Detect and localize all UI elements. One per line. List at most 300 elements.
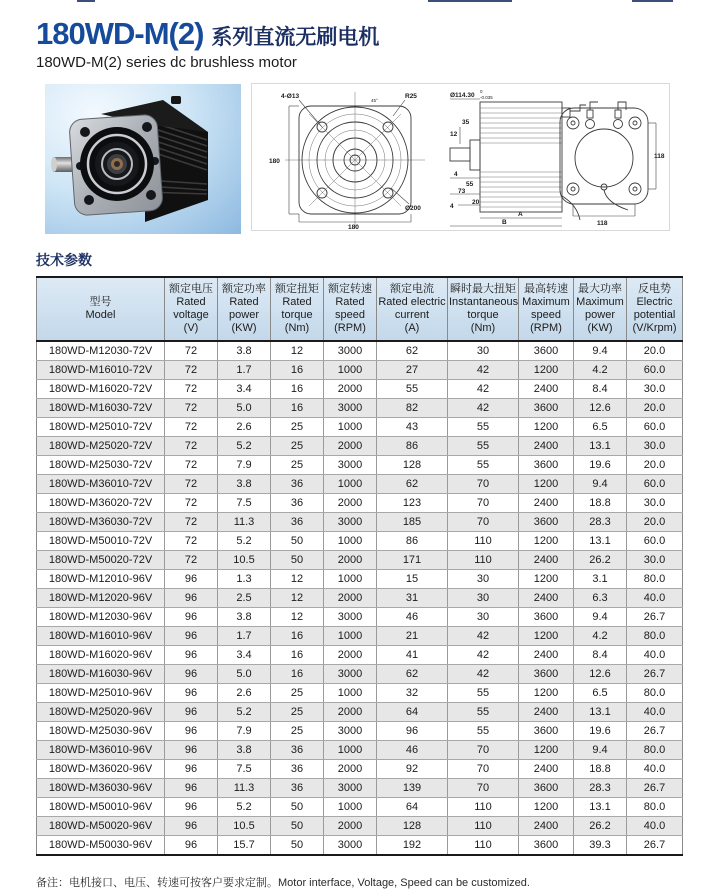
column-header-cn: 瞬时最大扭矩 [450,283,516,295]
table-row [37,532,683,551]
column-header-en: Rated speed [335,296,365,321]
table-row [37,836,683,856]
value-cell: 28.3 [574,779,627,798]
value-cell: 40.0 [627,760,683,779]
value-cell: 50 [271,836,324,856]
table-row [37,722,683,741]
value-cell: 36 [271,779,324,798]
value-cell: 3000 [324,608,377,627]
column-header-en: Maximum speed [522,296,570,321]
value-cell: 55 [448,703,519,722]
side-view-drawing [450,89,586,226]
value-cell: 5.2 [218,532,271,551]
value-cell: 80.0 [627,684,683,703]
value-cell: 1200 [519,798,574,817]
table-row [37,779,683,798]
value-cell: 1000 [324,475,377,494]
page-title-model: 180WD-M(2) [36,16,204,51]
model-cell: 180WD-M16030-96V [37,665,165,684]
column-header-cn: 最高转速 [524,283,568,295]
column-header-cn: 额定功率 [222,283,266,295]
value-cell: 3.4 [218,646,271,665]
value-cell: 72 [165,437,218,456]
value-cell: 46 [377,741,448,760]
value-cell: 42 [448,627,519,646]
value-cell: 96 [165,798,218,817]
value-cell: 3.4 [218,380,271,399]
value-cell: 40.0 [627,589,683,608]
rear-height-label: 118 [654,153,665,160]
table-row [37,494,683,513]
value-cell: 16 [271,361,324,380]
value-cell: 62 [377,665,448,684]
value-cell: 110 [448,817,519,836]
value-cell: 3.8 [218,475,271,494]
value-cell: 82 [377,399,448,418]
value-cell: 2400 [519,589,574,608]
dimension-drawings [252,84,669,230]
column-header-en: Rated voltage [173,296,209,321]
value-cell: 26.7 [627,665,683,684]
column-header-cn: 反电势 [638,283,671,295]
value-cell: 64 [377,798,448,817]
value-cell: 30 [448,341,519,361]
value-cell: 3000 [324,722,377,741]
value-cell: 1200 [519,741,574,760]
table-row [37,665,683,684]
value-cell: 128 [377,456,448,475]
value-cell: 3000 [324,665,377,684]
value-cell: 70 [448,760,519,779]
value-cell: 1.3 [218,570,271,589]
value-cell: 72 [165,399,218,418]
model-cell: 180WD-M50020-72V [37,551,165,570]
table-row [37,760,683,779]
side-d73-label: 73 [458,188,466,195]
value-cell: 96 [377,722,448,741]
side-d12-label: 12 [450,131,458,138]
value-cell: 2000 [324,817,377,836]
value-cell: 3000 [324,836,377,856]
rear-width-label: 118 [597,220,608,227]
value-cell: 7.5 [218,494,271,513]
model-cell: 180WD-M36030-96V [37,779,165,798]
value-cell: 3000 [324,399,377,418]
value-cell: 72 [165,361,218,380]
value-cell: 26.7 [627,779,683,798]
page-crop-artifact [428,0,512,2]
value-cell: 2000 [324,494,377,513]
value-cell: 123 [377,494,448,513]
value-cell: 10.5 [218,817,271,836]
value-cell: 13.1 [574,703,627,722]
model-cell: 180WD-M50020-96V [37,817,165,836]
value-cell: 72 [165,341,218,361]
value-cell: 7.9 [218,456,271,475]
column-header [324,277,377,341]
value-cell: 2000 [324,551,377,570]
value-cell: 11.3 [218,779,271,798]
value-cell: 2400 [519,437,574,456]
value-cell: 3000 [324,341,377,361]
column-header-unit: (V) [183,322,199,334]
spec-table [36,276,683,856]
value-cell: 96 [165,627,218,646]
value-cell: 42 [448,380,519,399]
value-cell: 5.2 [218,798,271,817]
value-cell: 3000 [324,779,377,798]
column-header-unit: (Nm) [470,322,496,334]
value-cell: 41 [377,646,448,665]
value-cell: 16 [271,399,324,418]
value-cell: 3600 [519,341,574,361]
value-cell: 9.4 [574,741,627,760]
value-cell: 2400 [519,551,574,570]
value-cell: 72 [165,456,218,475]
value-cell: 55 [448,418,519,437]
value-cell: 3600 [519,513,574,532]
value-cell: 2000 [324,646,377,665]
value-cell: 40.0 [627,646,683,665]
column-header-en: Instantaneous torque [449,296,519,321]
table-row [37,608,683,627]
value-cell: 1200 [519,361,574,380]
value-cell: 25 [271,456,324,475]
value-cell: 16 [271,665,324,684]
front-height-label: 180 [269,158,280,165]
value-cell: 72 [165,475,218,494]
column-header-en: Rated electric current [378,296,446,321]
value-cell: 7.9 [218,722,271,741]
value-cell: 9.4 [574,608,627,627]
value-cell: 55 [448,684,519,703]
value-cell: 3600 [519,836,574,856]
table-row [37,418,683,437]
table-row [37,703,683,722]
table-row [37,798,683,817]
side-d55-label: 55 [466,181,474,188]
model-cell: 180WD-M16020-72V [37,380,165,399]
value-cell: 2400 [519,703,574,722]
column-header [627,277,683,341]
model-cell: 180WD-M16030-72V [37,399,165,418]
value-cell: 1200 [519,684,574,703]
value-cell: 20.0 [627,341,683,361]
value-cell: 2000 [324,589,377,608]
model-cell: 180WD-M25010-72V [37,418,165,437]
column-header-unit: (Nm) [284,322,310,334]
value-cell: 30 [448,608,519,627]
value-cell: 96 [165,836,218,856]
value-cell: 20.0 [627,456,683,475]
value-cell: 12.6 [574,665,627,684]
column-header [377,277,448,341]
value-cell: 110 [448,798,519,817]
motor-photo [45,84,241,234]
value-cell: 11.3 [218,513,271,532]
front-bolt-label: 4-Ø13 [281,93,300,100]
value-cell: 2400 [519,817,574,836]
value-cell: 60.0 [627,532,683,551]
value-cell: 5.2 [218,437,271,456]
value-cell: 3600 [519,779,574,798]
value-cell: 192 [377,836,448,856]
value-cell: 2400 [519,646,574,665]
value-cell: 12.6 [574,399,627,418]
value-cell: 2000 [324,703,377,722]
value-cell: 96 [165,760,218,779]
value-cell: 110 [448,532,519,551]
value-cell: 3600 [519,722,574,741]
value-cell: 25 [271,418,324,437]
motor-illustration [45,84,241,234]
side-tol-lo-label: -0.035 [480,95,493,100]
value-cell: 70 [448,475,519,494]
value-cell: 5.2 [218,703,271,722]
value-cell: 50 [271,817,324,836]
value-cell: 3000 [324,513,377,532]
column-header-cn: 额定电压 [169,283,213,295]
value-cell: 60.0 [627,361,683,380]
value-cell: 1000 [324,627,377,646]
dimension-drawings-panel [251,83,670,231]
value-cell: 6.5 [574,418,627,437]
column-header-en: Model [85,309,116,321]
value-cell: 2000 [324,437,377,456]
value-cell: 62 [377,475,448,494]
value-cell: 80.0 [627,741,683,760]
value-cell: 30.0 [627,551,683,570]
model-cell: 180WD-M36010-72V [37,475,165,494]
value-cell: 12 [271,608,324,627]
column-header-en: Rated power [229,296,259,321]
value-cell: 1200 [519,532,574,551]
column-header [37,277,165,341]
column-header [271,277,324,341]
spec-table-body [37,341,683,855]
model-cell: 180WD-M16010-96V [37,627,165,646]
value-cell: 25 [271,703,324,722]
value-cell: 20.0 [627,513,683,532]
value-cell: 1000 [324,361,377,380]
model-cell: 180WD-M36010-96V [37,741,165,760]
model-cell: 180WD-M36020-72V [37,494,165,513]
value-cell: 1200 [519,418,574,437]
column-header-unit: (RPM) [530,322,562,334]
value-cell: 42 [448,665,519,684]
value-cell: 3600 [519,456,574,475]
value-cell: 7.5 [218,760,271,779]
table-row [37,741,683,760]
side-dimB-label: B [502,219,507,226]
value-cell: 1200 [519,475,574,494]
side-d4b-label: 4 [450,203,454,210]
column-header-unit: (V/Krpm) [632,322,677,334]
value-cell: 39.3 [574,836,627,856]
value-cell: 72 [165,380,218,399]
value-cell: 26.7 [627,836,683,856]
value-cell: 2.6 [218,418,271,437]
column-header-unit: (A) [404,322,420,334]
value-cell: 25 [271,722,324,741]
value-cell: 30.0 [627,437,683,456]
footnote: 备注：电机接口、电压、转速可按客户要求定制。Motor interface, Voltage, Speed can be customized. [36,877,530,889]
value-cell: 50 [271,551,324,570]
table-row [37,646,683,665]
value-cell: 128 [377,817,448,836]
column-header-en: Maximum power [576,296,624,321]
model-cell: 180WD-M25020-96V [37,703,165,722]
value-cell: 6.3 [574,589,627,608]
value-cell: 3600 [519,399,574,418]
value-cell: 96 [165,570,218,589]
value-cell: 36 [271,741,324,760]
model-cell: 180WD-M36030-72V [37,513,165,532]
value-cell: 96 [165,779,218,798]
value-cell: 3600 [519,665,574,684]
value-cell: 40.0 [627,703,683,722]
model-cell: 180WD-M25030-96V [37,722,165,741]
value-cell: 42 [448,646,519,665]
value-cell: 26.7 [627,722,683,741]
value-cell: 12 [271,341,324,361]
table-row [37,627,683,646]
value-cell: 8.4 [574,646,627,665]
value-cell: 15 [377,570,448,589]
value-cell: 110 [448,836,519,856]
column-header-en: Rated torque [281,296,313,321]
value-cell: 36 [271,513,324,532]
value-cell: 80.0 [627,570,683,589]
value-cell: 50 [271,798,324,817]
value-cell: 19.6 [574,456,627,475]
value-cell: 96 [165,817,218,836]
table-row [37,513,683,532]
column-header-cn: 额定转速 [328,283,372,295]
model-cell: 180WD-M16010-72V [37,361,165,380]
section-heading: 技术参数 [36,252,92,268]
page-header [36,16,379,71]
column-header-unit: (KW) [231,322,257,334]
value-cell: 1.7 [218,361,271,380]
value-cell: 3.8 [218,341,271,361]
value-cell: 9.4 [574,475,627,494]
value-cell: 27 [377,361,448,380]
value-cell: 72 [165,418,218,437]
value-cell: 64 [377,703,448,722]
value-cell: 26.2 [574,551,627,570]
spec-table-header-row [37,277,683,341]
page-title-cn: 系列直流无刷电机 [211,26,380,49]
model-cell: 180WD-M36020-96V [37,760,165,779]
value-cell: 92 [377,760,448,779]
value-cell: 16 [271,380,324,399]
value-cell: 30.0 [627,380,683,399]
value-cell: 72 [165,551,218,570]
column-header-cn: 最大功率 [578,283,622,295]
side-d4a-label: 4 [454,171,458,178]
front-radius-label: R25 [405,93,417,100]
value-cell: 1000 [324,684,377,703]
value-cell: 43 [377,418,448,437]
value-cell: 46 [377,608,448,627]
value-cell: 18.8 [574,760,627,779]
value-cell: 4.2 [574,361,627,380]
side-dimA-label: A [518,211,523,218]
value-cell: 70 [448,513,519,532]
value-cell: 6.5 [574,684,627,703]
value-cell: 3000 [324,456,377,475]
value-cell: 12 [271,570,324,589]
value-cell: 55 [377,380,448,399]
table-row [37,380,683,399]
value-cell: 28.3 [574,513,627,532]
value-cell: 96 [165,646,218,665]
model-cell: 180WD-M50010-96V [37,798,165,817]
value-cell: 30 [448,570,519,589]
model-cell: 180WD-M12020-96V [37,589,165,608]
model-cell: 180WD-M25030-72V [37,456,165,475]
column-header-cn: 额定电流 [390,283,434,295]
page-subtitle: 180WD-M(2) series dc brushless motor [36,54,297,71]
model-cell: 180WD-M12030-96V [37,608,165,627]
value-cell: 1000 [324,741,377,760]
value-cell: 72 [165,532,218,551]
value-cell: 18.8 [574,494,627,513]
value-cell: 5.0 [218,665,271,684]
value-cell: 2000 [324,380,377,399]
value-cell: 1000 [324,798,377,817]
value-cell: 2400 [519,380,574,399]
table-row [37,399,683,418]
front-angle-label: 45° [371,98,378,103]
value-cell: 72 [165,513,218,532]
model-cell: 180WD-M25010-96V [37,684,165,703]
value-cell: 60.0 [627,475,683,494]
value-cell: 2400 [519,760,574,779]
table-row [37,341,683,361]
front-view-drawing [269,92,425,230]
value-cell: 86 [377,437,448,456]
value-cell: 60.0 [627,418,683,437]
side-d20-label: 20 [472,199,480,206]
value-cell: 36 [271,494,324,513]
value-cell: 10.5 [218,551,271,570]
value-cell: 110 [448,551,519,570]
value-cell: 96 [165,703,218,722]
value-cell: 36 [271,475,324,494]
value-cell: 55 [448,722,519,741]
page-crop-artifact [77,0,95,2]
value-cell: 19.6 [574,722,627,741]
value-cell: 2.5 [218,589,271,608]
value-cell: 3600 [519,608,574,627]
value-cell: 21 [377,627,448,646]
model-cell: 180WD-M12010-96V [37,570,165,589]
value-cell: 185 [377,513,448,532]
value-cell: 139 [377,779,448,798]
value-cell: 1000 [324,570,377,589]
table-row [37,475,683,494]
value-cell: 70 [448,494,519,513]
column-header-unit: (KW) [587,322,613,334]
value-cell: 96 [165,741,218,760]
value-cell: 20.0 [627,399,683,418]
value-cell: 96 [165,684,218,703]
value-cell: 1.7 [218,627,271,646]
value-cell: 5.0 [218,399,271,418]
column-header-cn: 额定扭矩 [275,283,319,295]
